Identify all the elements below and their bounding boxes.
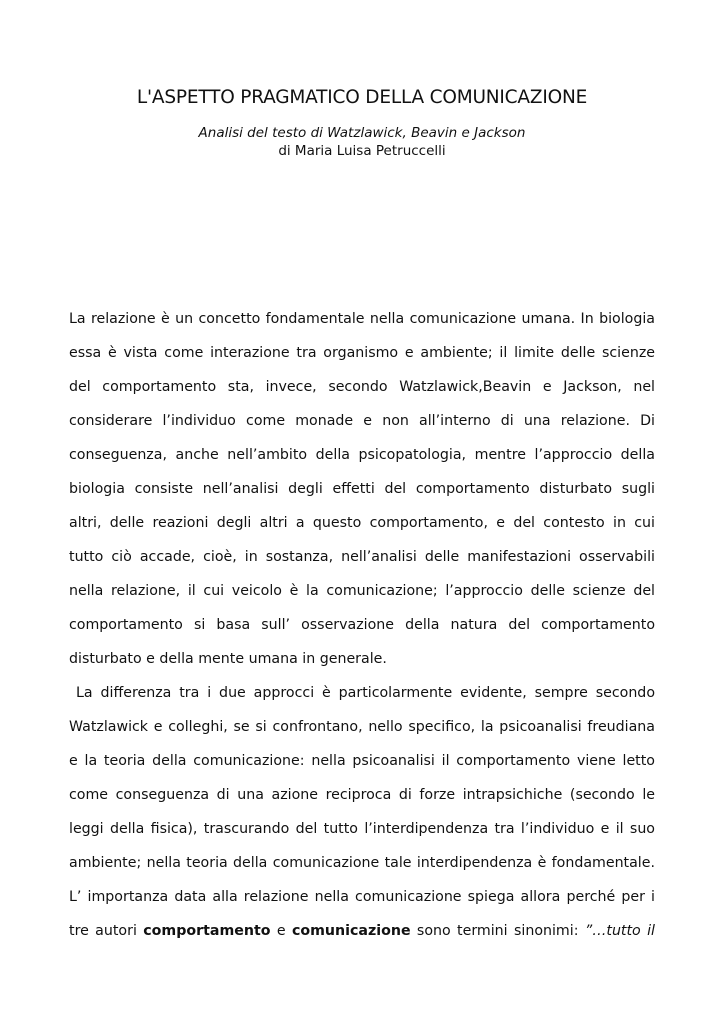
body-line: considerare l’individuo come monade e non all’interno di una relazione. Di [69,413,655,429]
last-line-after: sono termini sinonimi: [410,923,585,939]
bold-term-comportamento: comportamento [143,923,271,939]
body-line: come conseguenza di una azione reciproca di forze intrapsichiche (secondo le [69,787,655,803]
body-line: leggi della fisica), trascurando del tutto l’interdipendenza tra l’individuo e il suo [69,821,655,837]
bold-term-comunicazione: comunicazione [291,923,411,939]
body-line: e la teoria della comunicazione: nella psicoanalisi il comportamento viene letto [69,753,655,769]
body-line-last [69,914,655,948]
body-line: La relazione è un concetto fondamentale nella comunicazione umana. In biologia [69,311,655,327]
body-line: del comportamento sta, invece, secondo Watzlawick,Beavin e Jackson, nel [69,379,655,395]
body-line: tutto ciò accade, cioè, in sostanza, nell’analisi delle manifestazioni osservabili [69,549,655,565]
document-title: L'ASPETTO PRAGMATICO DELLA COMUNICAZIONE [136,87,588,108]
body-line: altri, delle reazioni degli altri a questo comportamento, e del contesto in cui [69,515,655,531]
body-line: comportamento si basa sull’ osservazione della natura del comportamento [69,617,655,633]
body-text [69,302,655,948]
body-line: L’ importanza data alla relazione nella comunicazione spiega allora perché per i [69,889,655,905]
body-line: ambiente; nella teoria della comunicazione tale interdipendenza è fondamentale. [69,855,655,871]
body-line: essa è vista come interazione tra organismo e ambiente; il limite delle scienze [69,345,655,361]
body-line: disturbato e della mente umana in generale. [69,651,387,667]
italic-quote: ”…tutto il [584,923,655,939]
last-line-before: tre autori [69,923,144,939]
last-line-middle: e [270,923,292,939]
document-subtitle: Analisi del testo di Watzlawick, Beavin e Jackson [198,125,526,141]
body-line: Watzlawick e colleghi, se si confrontano, nello specifico, la psicoanalisi freudiana [69,719,655,735]
body-line: nella relazione, il cui veicolo è la comunicazione; l’approccio delle scienze del [69,583,655,599]
body-line: conseguenza, anche nell’ambito della psicopatologia, mentre l’approccio della [69,447,655,463]
paragraph-first-line: La differenza tra i due approcci è particolarmente evidente, sempre secondo [76,685,655,701]
document-author: di Maria Luisa Petruccelli [278,143,446,159]
body-line: biologia consiste nell’analisi degli effetti del comportamento disturbato sugli [69,481,655,497]
